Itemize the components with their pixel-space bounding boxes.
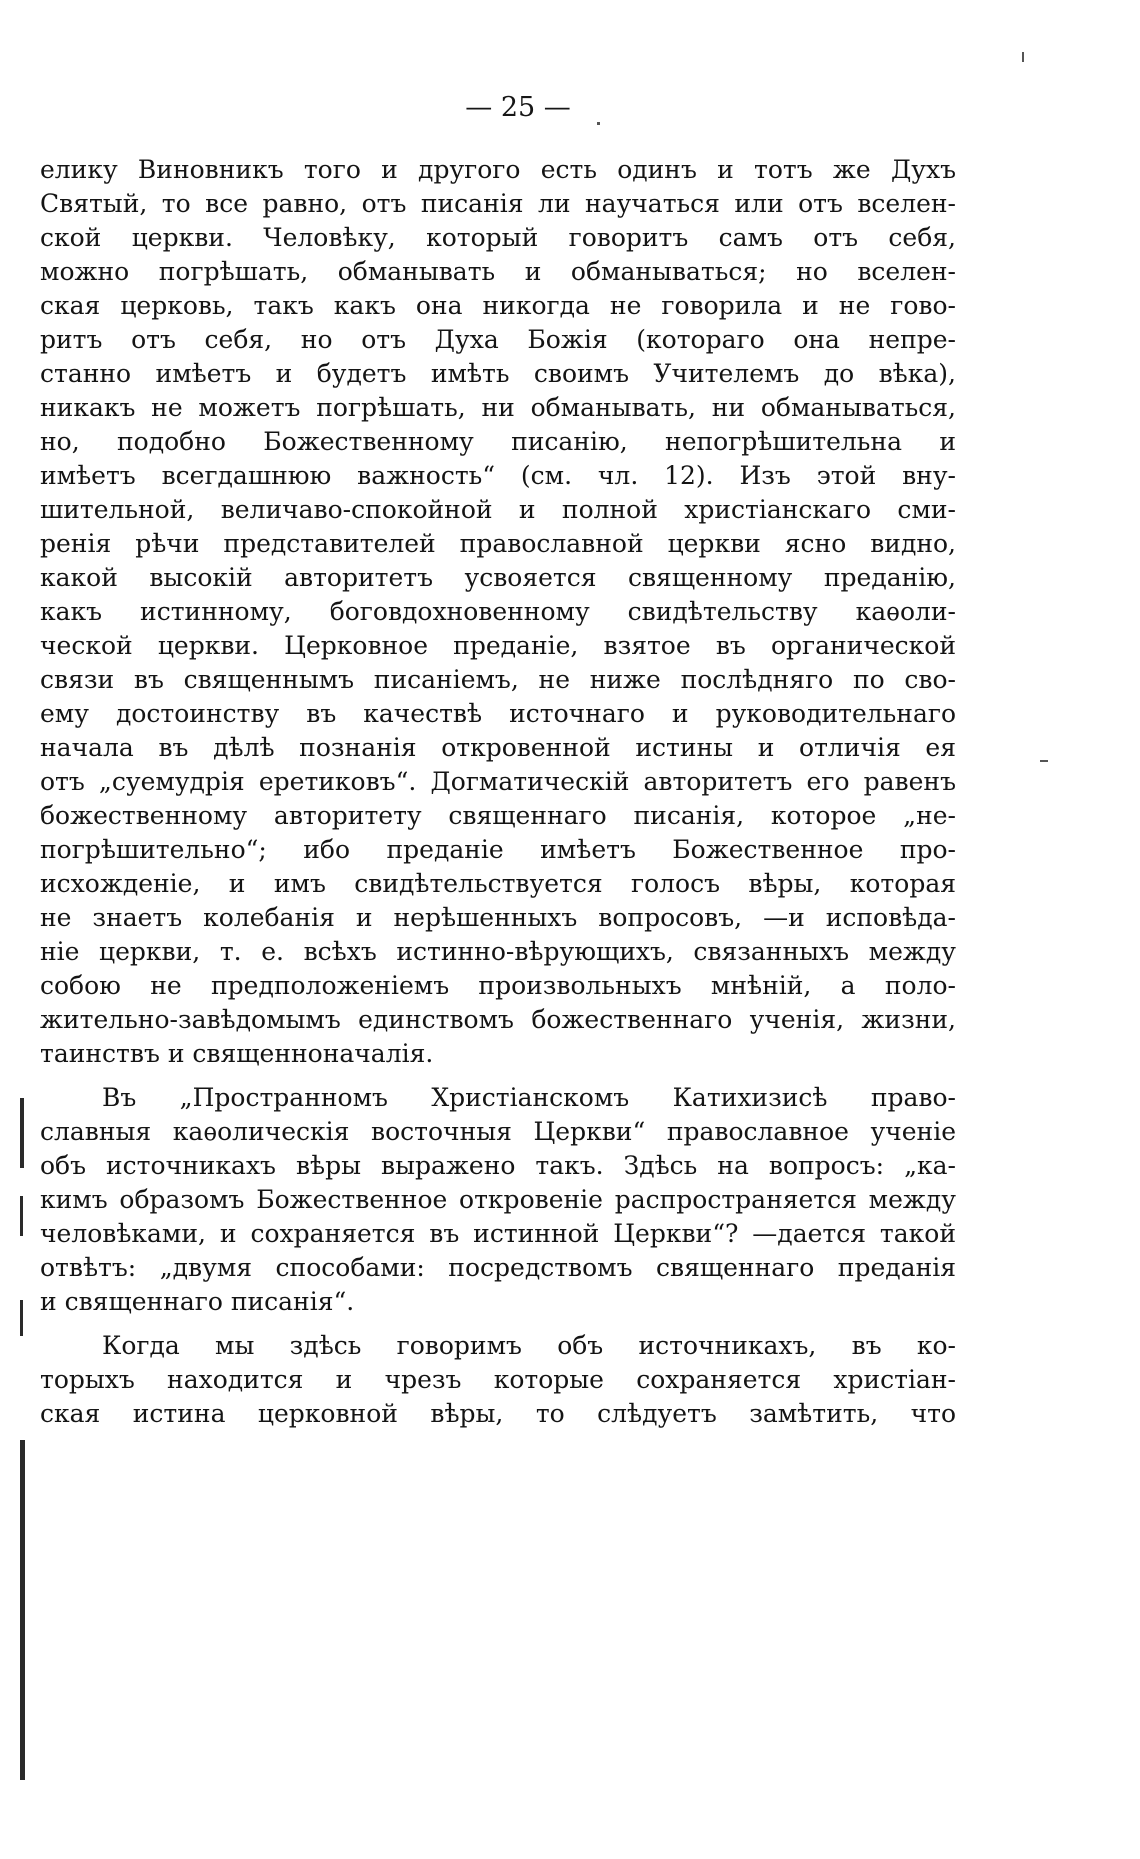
text-line: объ источникахъ вѣры выражено такъ. Здѣсь на вопросъ: „ка- [40,1151,956,1180]
text-line: славныя каѳолическія восточныя Церкви“ православное ученіе [40,1117,956,1146]
text-line: Когда мы здѣсь говоримъ объ источникахъ, въ ко- [102,1331,956,1360]
text-line: никакъ не можетъ погрѣшать, ни обманывать, ни обманываться, [40,393,956,422]
margin-mark [20,1440,25,1780]
text-line: таинствъ и священноначалія. [40,1039,434,1068]
text-line: кимъ образомъ Божественное откровеніе распространяется между [40,1185,956,1214]
text-line: и священнаго писанія“. [40,1287,355,1316]
text-line: шительной, величаво-спокойной и полной христіанскаго сми- [40,495,956,524]
text-line: начала въ дѣлѣ познанія откровенной истины и отличія ея [40,733,956,762]
text-line: ческой церкви. Церковное преданіе, взятое въ органической [40,631,956,660]
text-line: отъ „суемудрія еретиковъ“. Догматическій авторитетъ его равенъ [40,767,956,796]
text-line: елику Виновникъ того и другого есть одинъ и тотъ же Духъ [40,155,956,184]
text-line: имѣетъ всегдашнюю важность“ (см. чл. 12). Изъ этой вну- [40,461,956,490]
text-line: исхожденіе, и имъ свидѣтельствуется голосъ вѣры, которая [40,869,956,898]
text-line: ская церковь, такъ какъ она никогда не говорила и не гово- [40,291,956,320]
text-line: ской церкви. Человѣку, который говоритъ самъ отъ себя, [40,223,956,252]
text-line: какъ истинному, боговдохновенному свидѣтельству каѳоли- [40,597,956,626]
text-line: ему достоинству въ качествѣ источнаго и руководительнаго [40,699,956,728]
text-line: но, подобно Божественному писанію, непогрѣшительна и [40,427,956,456]
margin-mark [20,1196,23,1236]
text-line: связи въ священнымъ писаніемъ, не ниже послѣдняго по сво- [40,665,956,694]
text-line: торыхъ находится и чрезъ которые сохраняется христіан- [40,1365,956,1394]
margin-mark [20,1300,23,1336]
text-line: собою не предположеніемъ произвольныхъ мнѣній, а поло- [40,971,956,1000]
text-line: ніе церкви, т. е. всѣхъ истинно-вѣрующихъ, связанныхъ между [40,937,956,966]
text-line: Святый, то все равно, отъ писанія ли научаться или отъ вселен- [40,189,956,218]
scan-speck [1040,760,1048,762]
scan-speck [597,122,600,125]
page-number: — 25 — [465,92,571,123]
text-line: погрѣшительно“; ибо преданіе имѣетъ Божественное про- [40,835,956,864]
text-line: не знаетъ колебанія и нерѣшенныхъ вопросовъ, —и исповѣда- [40,903,956,932]
text-line: ренія рѣчи представителей православной церкви ясно видно, [40,529,956,558]
text-line: человѣками, и сохраняется въ истинной Церкви“? —дается такой [40,1219,956,1248]
text-line: ритъ отъ себя, но отъ Духа Божія (котораго она непре- [40,325,956,354]
text-line: станно имѣетъ и будетъ имѣть своимъ Учителемъ до вѣка), [40,359,956,388]
text-line: можно погрѣшать, обманывать и обманываться; но вселен- [40,257,956,286]
margin-mark [20,1098,24,1168]
scan-speck [1022,52,1024,62]
text-line: божественному авторитету священнаго писанія, которое „не- [40,801,956,830]
text-line: жительно-завѣдомымъ единствомъ божественнаго ученія, жизни, [40,1005,956,1034]
text-line: отвѣтъ: „двумя способами: посредствомъ священнаго преданія [40,1253,956,1282]
text-line: Въ „Пространномъ Христіанскомъ Катихизисѣ право- [102,1083,956,1112]
text-line: какой высокій авторитетъ усвояется священному преданію, [40,563,956,592]
text-line: ская истина церковной вѣры, то слѣдуетъ замѣтить, что [40,1399,956,1428]
